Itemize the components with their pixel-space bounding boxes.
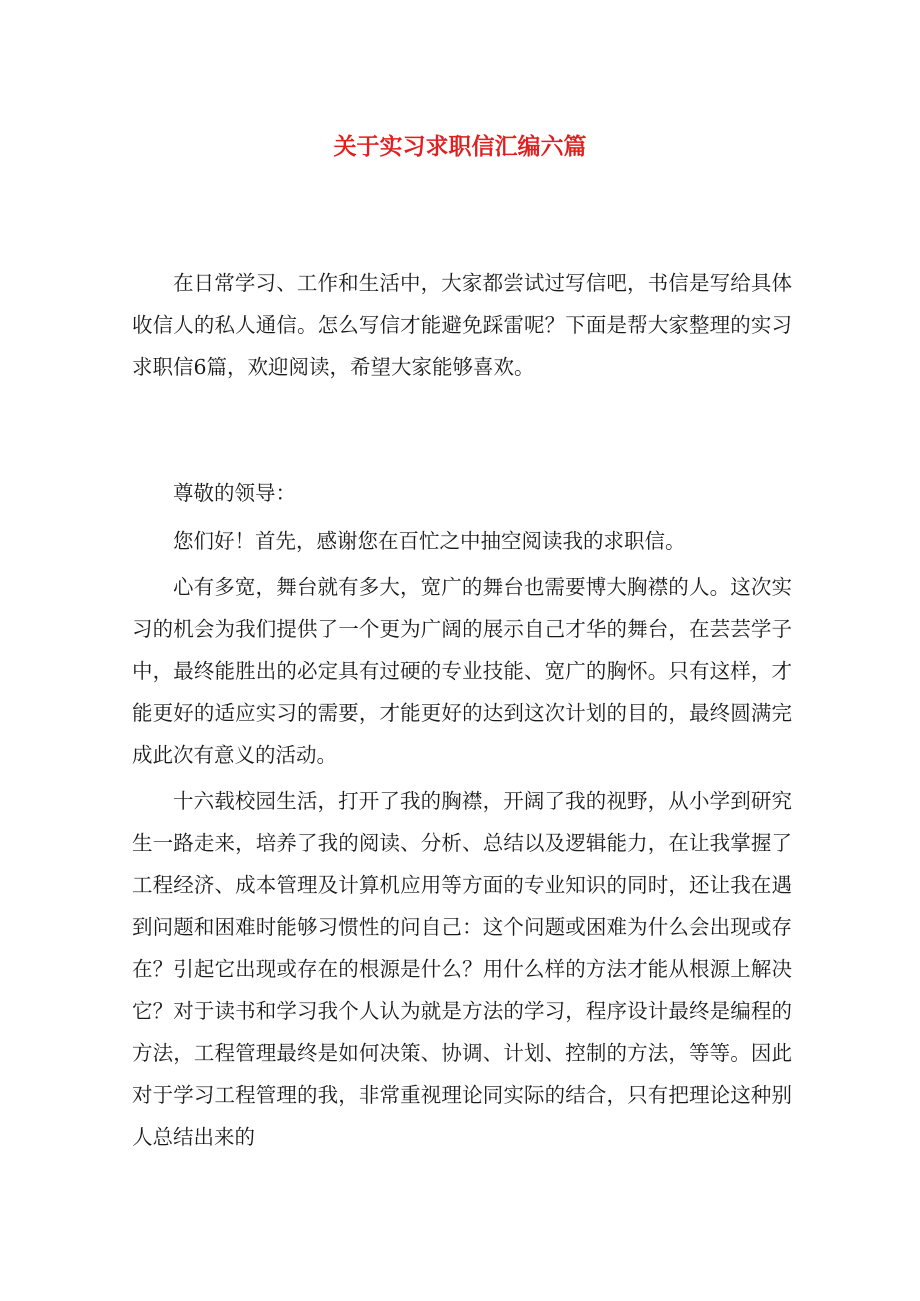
salutation: 尊敬的领导： <box>173 481 296 505</box>
intro-paragraph: 在日常学习、工作和生活中，大家都尝试过写信吧，书信是写给具体收信人的私人通信。怎么写信才能避免踩雷呢？下面是帮大家整理的实习求职信6篇，欢迎阅读，希望大家能够喜欢。 <box>132 271 792 379</box>
greeting-paragraph: 您们好！首先，感谢您在百忙之中抽空阅读我的求职信。 <box>173 529 686 553</box>
document-title: 关于实习求职信汇编六篇 <box>333 134 587 160</box>
body-paragraph-1: 心有多宽，舞台就有多大，宽广的舞台也需要博大胸襟的人。这次实习的机会为我们提供了一个更为广阔的展示自己才华的舞台，在芸芸学子中，最终能胜出的必定具有过硬的专业技能、宽广的胸怀。只有这样，才能更好的适应实习的需要，才能更好的达到这次计划的目的，最终圆满完成此次有意义的活动。 <box>132 575 792 767</box>
body-paragraph-2: 十六载校园生活，打开了我的胸襟，开阔了我的视野，从小学到研究生一路走来，培养了我的阅读、分析、总结以及逻辑能力，在让我掌握了工程经济、成本管理及计算机应用等方面的专业知识的同时，还让我在遇到问题和困难时能够习惯性的问自己：这个问题或困难为什么会出现或存在？引起它出现或存在的根源是什么？用什么样的方法才能从根源上解决它？对于读书和学习我个人认为就是方法的学习，程序设计最终是编程的方法，工程管理最终是如何决策、协调、计划、控制的方法，等等。因此对于学习工程管理的我，非常重视理论同实际的结合，只有把理论这种别人总结出来的 <box>132 789 792 1149</box>
document-body <box>132 262 792 1162</box>
